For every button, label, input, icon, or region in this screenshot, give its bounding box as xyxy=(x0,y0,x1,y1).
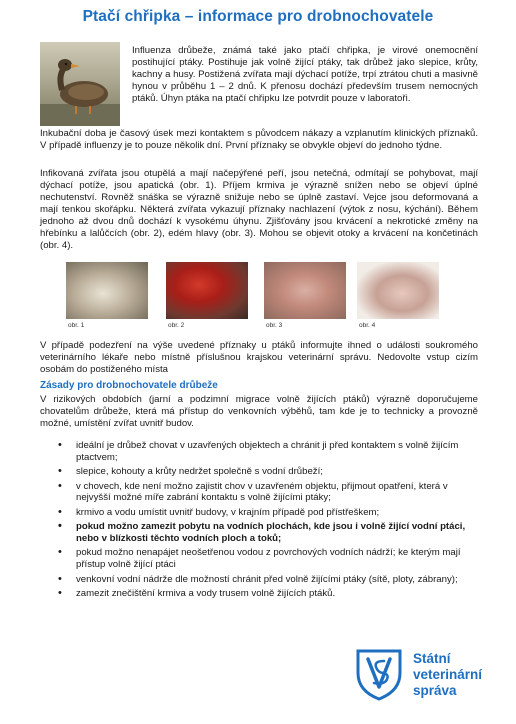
logo-line-1: Státní xyxy=(413,651,451,666)
rule-item: • pokud možno nenapájet neošetřenou vodou z povrchových vodních nádrží; ke kterým mají přístup volně žijící ptáci xyxy=(58,547,478,571)
rule-item: • ideální je drůbež chovat v uzavřených objektech a chránit ji před kontaktem s volně žijícím ptactvem; xyxy=(58,440,478,464)
figure-2-caption: obr. 2 xyxy=(168,322,185,329)
rule-item: • pokud možno zamezit pobytu na vodních plochách, kde jsou i volně žijící vodní ptáci, nebo v blízkosti těchto vodních ploch a toků; xyxy=(58,521,478,545)
rule-item: • zamezit znečištění krmiva a vody trusem volně žijících ptáků. xyxy=(58,588,478,600)
rule-item: • v chovech, kde není možno zajistit chov v uzavřeném objektu, přijmout opatření, která v nejvyšší možné míře zabrání kontaktu s volně žijícími ptáky; xyxy=(58,481,478,505)
figure-2-photo xyxy=(166,262,248,319)
figure-1-photo xyxy=(66,262,148,319)
figure-3-caption: obr. 3 xyxy=(266,322,283,329)
figure-4-caption: obr. 4 xyxy=(359,322,376,329)
rules-list xyxy=(58,440,478,602)
incubation-paragraph: Inkubační doba je časový úsek mezi kontaktem s původcem nákazy a vzplanutím klinických příznaků. V případě influenzy je to pouze několik dní. První příznaky se obvykle objeví do jednoho týdne. xyxy=(40,128,478,151)
rules-heading: Zásady pro drobnochovatele drůbeže xyxy=(40,380,218,391)
intro-paragraph: Influenza drůbeže, známá také jako ptačí chřipka, je virové onemocnění postihující ptáky. Postihuje jak volně žijící ptáky, tak drůbež jako slepice, krůty, kachny a husy. Postižená zvířata mají dýchací potíže, trpí ztrátou chuti a masivně hynou v průběhu 1 – 2 dnů. K přenosu dochází především trusem nemocných ptáků. Úhyn ptáka na ptačí chřipku lze potvrdit pouze v laboratoři. xyxy=(132,45,478,104)
report-paragraph: V případě podezření na výše uvedené příznaky u ptáků informujte ihned o události soukromého veterinárního lékaře nebo místně příslušnou krajskou veterinární správu. Nedovolte vstup cizím osobám do postiženého místa xyxy=(40,340,478,375)
logo-line-2: veterinární xyxy=(413,667,483,682)
figure-4-photo xyxy=(357,262,439,319)
logo-line-3: správa xyxy=(413,683,457,698)
svs-logo-text xyxy=(413,651,482,699)
page-title: Ptačí chřipka – informace pro drobnochovatele xyxy=(82,8,434,25)
rule-item: • slepice, kohouty a krůty nedržet společně s vodní drůbeží; xyxy=(58,466,478,478)
svs-logo-icon xyxy=(354,647,404,701)
figure-1-caption: obr. 1 xyxy=(68,322,85,329)
rule-item: • krmivo a vodu umístit uvnitř budovy, v krajním případě pod přístřeškem; xyxy=(58,507,478,519)
duck-photo xyxy=(40,42,120,126)
rule-item: • venkovní vodní nádrže dle možností chránit před volně žijícími ptáky (sítě, ploty, zábrany); xyxy=(58,574,478,586)
symptoms-paragraph: Infikovaná zvířata jsou otupělá a mají načepýřené peří, jsou netečná, odmítají se pohybovat, mají dýchací potíže, jsou apatická (obr. 1). Příjem krmiva je výrazně snížen nebo se objeví úplné nechutenství. Rovněž snáška se výrazně snižuje nebo se úplně zastaví. Vejce jsou deformovaná a mají tenkou skořápku. Některá zvířata vykazují příznaky nachlazení (výtok z nosu, kýchání). Během jednoho až dvou dnů dochází k vysokému úhynu. Zjišťovány jsou krvácení a nekrotické změny na hřebínku a lalůčcích (obr. 2), edém hlavy (obr. 3). Mohou se objevit otoky a krvácení na končetinách (obr. 4). xyxy=(40,168,478,251)
figure-3-photo xyxy=(264,262,346,319)
risk-paragraph: V rizikových obdobích (jarní a podzimní migrace volně žijících ptáků) výrazně doporučujeme chovatelům drůbeže, která má přístup do venkovních výběhů, tam kde je to technicky a provozně možné, umístění zvířat uvnitř budov. xyxy=(40,394,478,429)
